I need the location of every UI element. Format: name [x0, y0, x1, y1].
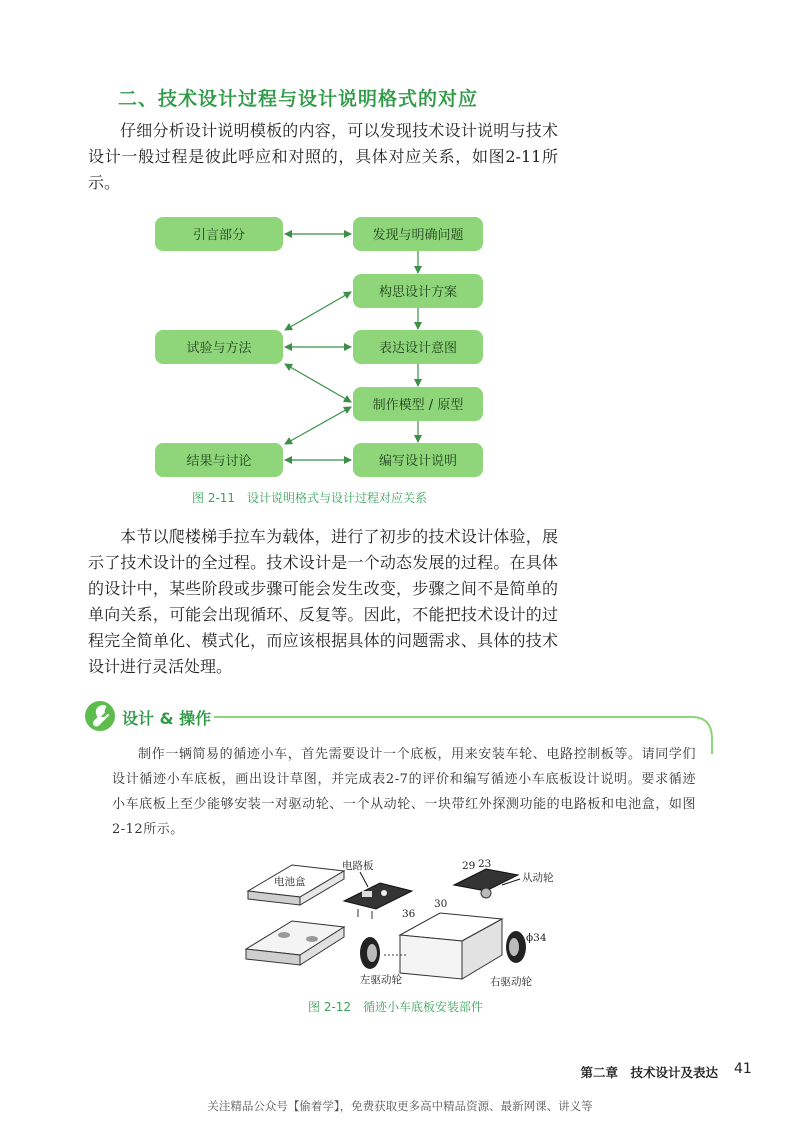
arrow-experiment-model [285, 364, 351, 402]
figure-2-12-caption: 图 2-12 循迹小车底板安装部件 [308, 1000, 484, 1014]
arrow-results-model [285, 407, 351, 444]
intro-text: 仔细分析设计说明模板的内容，可以发现技术设计说明与技术设计一般过程是彼此呼应和对照的，具体对应关系，如图2-11所示。 [88, 121, 558, 192]
figure-2-11-caption: 图 2-11 设计说明格式与设计过程对应关系 [192, 491, 428, 505]
battery-label: 电池盒 [274, 876, 306, 888]
left-drive-wheel [360, 937, 402, 986]
right-wheel-label: 右驱动轮 [490, 976, 532, 988]
footer-chapter: 第二章 技术设计及表达 [580, 1065, 718, 1080]
section-title: 二、技术设计过程与设计说明格式的对应 [118, 88, 479, 110]
node-experiment [155, 330, 283, 364]
node-write-label: 编写设计说明 [378, 454, 458, 469]
node-results-label: 结果与讨论 [186, 454, 252, 469]
figure-2-11-diagram [150, 212, 490, 482]
activity-text: 制作一辆简易的循迹小车，首先需要设计一个底板，用来安装车轮、电路控制板等。请同学们设计循迹小车底板，画出设计草图，并完成表2-7的评价和编写循迹小车底板设计说明。要求循迹小车底板上至少能够安装一对驱动轮、一个从动轮、一块带红外探测功能的电路板和电池盒，如图2-12所示。 [112, 747, 696, 837]
figure-2-12-illustration [240, 855, 560, 995]
node-write [353, 443, 483, 477]
chassis [384, 898, 502, 979]
board-label: 电路板 [342, 860, 374, 872]
driven-wheel-part [454, 858, 554, 898]
page-number: 41 [734, 1061, 752, 1077]
node-problem-label: 发现与明确问题 [372, 228, 464, 243]
body-text: 本节以爬楼梯手拉车为载体，进行了初步的技术设计体验，展示了技术设计的全过程。技术设计是一个动态发展的过程。在具体的设计中，某些阶段或步骤可能会发生改变，步骤之间不是简单的单向关系，可能会出现循环、反复等。因此，不能把技术设计的过程完全简单化、模式化，而应该根据具体的问题需求、具体的技术设计进行灵活处理。 [88, 527, 558, 676]
watermark-text: 关注精品公众号【偷着学】，免费获取更多高中精品资源、最新网课、讲义等 [207, 1099, 593, 1113]
driven-wheel-label: 从动轮 [522, 872, 554, 884]
node-concept-label: 构思设计方案 [378, 285, 458, 300]
dim-phi34: ϕ34 [526, 932, 547, 944]
dim-23: 23 [478, 858, 492, 870]
battery-box-lid [248, 865, 344, 905]
intro-paragraph [88, 118, 558, 196]
node-intro-label: 引言部分 [192, 228, 246, 243]
dim-30: 30 [434, 898, 448, 910]
activity-paragraph [112, 742, 696, 842]
dim-36: 36 [402, 908, 416, 920]
node-problem [353, 217, 483, 251]
node-intro [155, 217, 283, 251]
left-wheel-label: 左驱动轮 [360, 974, 402, 986]
node-model-label: 制作模型 / 原型 [372, 398, 464, 413]
battery-box-open [246, 921, 344, 965]
node-results [155, 443, 283, 477]
node-express-label: 表达设计意图 [378, 341, 458, 356]
node-concept [353, 274, 483, 308]
node-model [353, 387, 483, 421]
arrow-experiment-concept [285, 292, 351, 330]
node-experiment-label: 试验与方法 [186, 341, 252, 356]
activity-title: 设计 & 操作 [122, 709, 212, 728]
dim-29: 29 [462, 860, 476, 872]
node-express [353, 330, 483, 364]
body-paragraph [88, 524, 558, 680]
